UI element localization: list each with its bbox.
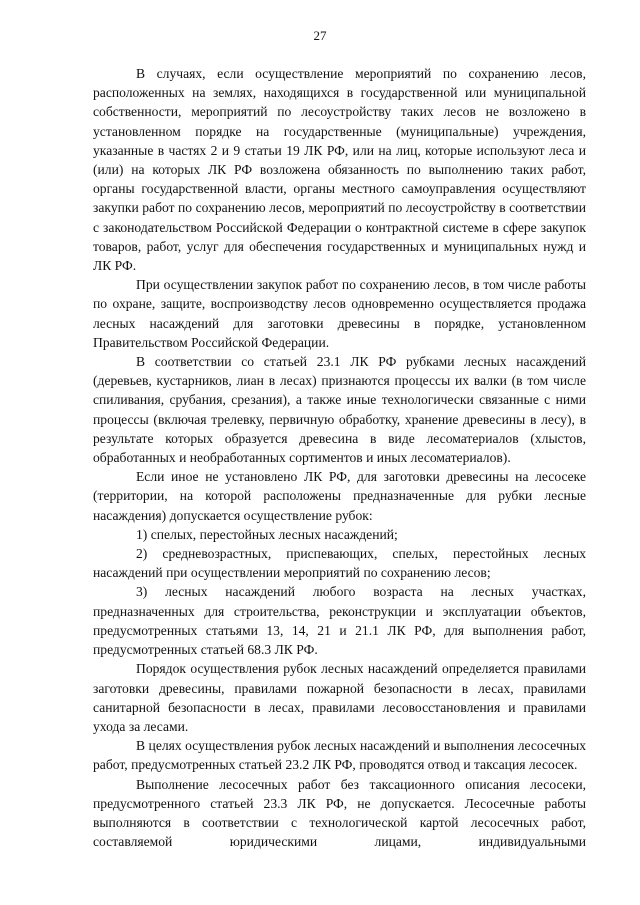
paragraph-felling-rules: Порядок осуществления рубок лесных насаждений определяется правилами заготовки древесины, правилами пожарной безопасности в лесах, правилами санитарной безопасности в лесах, правилами лесовосстановления и правилами ухода за лесами. [93, 661, 586, 734]
paragraph-timber-sale: При осуществлении закупок работ по сохранению лесов, в том числе работы по охране, защите, воспроизводству лесов одновременно осуществляется продажа лесных насаждений для заготовки древесины в порядке, установленном Правительством Российской Федерации. [93, 277, 586, 350]
paragraph-felling-permitted: Если иное не установлено ЛК РФ, для заготовки древесины на лесосеке (территории, на которой расположены предназначенные для рубки лесные насаждения) допускается осуществление рубок: [93, 469, 586, 523]
list-item-1: 1) спелых, перестойных лесных насаждений; [136, 526, 398, 542]
paragraph-felling-definition: В соответствии со статьей 23.1 ЛК РФ рубками лесных насаждений (деревьев, кустарников, лиан в лесах) признаются процессы их валки (в том числе спиливания, срубания, срезания), а также иные технологически связанные с ними процессы (включая трелевку, первичную обработку, хранение древесины в лесу), в результате которых образуется древесина в виде лесоматериалов (хлыстов, обработанных и необработанных сортиментов и иных лесоматериалов). [93, 354, 586, 466]
document-body [93, 64, 586, 851]
paragraph-procurement: В случаях, если осуществление мероприятий по сохранению лесов, расположенных на землях, находящихся в государственной или муниципальной собственности, мероприятий по лесоустройству таких лесов не возложено в установленном порядке на государственные (муниципальные) учреждения, указанные в частях 2 и 9 статьи 19 ЛК РФ, или на лиц, которые используют леса и (или) на которых ЛК РФ возложена обязанность по выполнению таких работ, органы государственной власти, органы местного самоуправления осуществляют закупки работ по сохранению лесов, мероприятий по лесоустройству в соответствии с законодательством Российской Федерации о контрактной системе в сфере закупок товаров, работ, услуг для обеспечения государственных и муниципальных нужд и ЛК РФ. [93, 66, 586, 274]
paragraph-allotment-taxation: В целях осуществления рубок лесных насаждений и выполнения лесосечных работ, предусмотренных статьей 23.2 ЛК РФ, проводятся отвод и таксация лесосек. [93, 738, 586, 773]
page-number: 27 [313, 28, 327, 43]
paragraph-logging-works: Выполнение лесосечных работ без таксационного описания лесосеки, предусмотренного статьей 23.3 ЛК РФ, не допускается. Лесосечные работы выполняются в соответствии с технологической картой лесосечных работ, составляемой юридическими лицами, индивидуальными [93, 776, 586, 850]
list-item-3: 3) лесных насаждений любого возраста на лесных участках, предназначенных для строительства, реконструкции и эксплуатации объектов, предусмотренных статьями 13, 14, 21 и 21.1 ЛК РФ, для выполнения работ, предусмотренных статьей 68.3 ЛК РФ. [93, 584, 586, 658]
list-item-2: 2) средневозрастных, приспевающих, спелых, перестойных лесных насаждений при осуществлении мероприятий по сохранению лесов; [93, 546, 586, 581]
